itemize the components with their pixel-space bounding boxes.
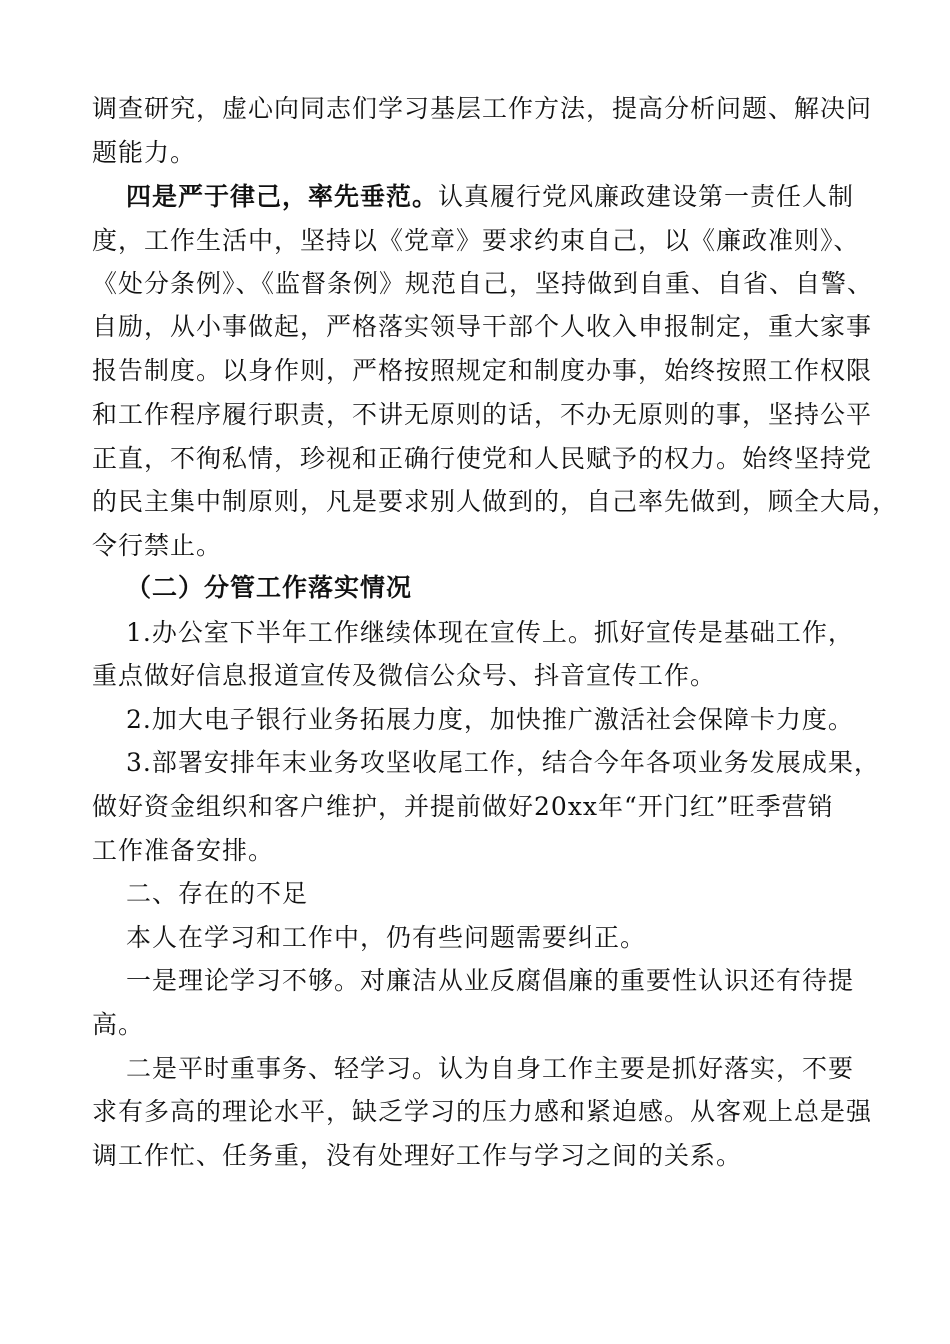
paragraph-line: 求有多高的理论水平，缺乏学习的压力感和紧迫感。从客观上总是强 — [92, 1097, 873, 1126]
paragraph-line — [126, 182, 854, 212]
paragraph-line: 2.加大电子银行业务拓展力度，加快推广激活社会保障卡力度。 — [126, 705, 854, 734]
paragraph-line: 调工作忙、任务重，没有处理好工作与学习之间的关系。 — [92, 1141, 743, 1170]
paragraph-line: 1.办公室下半年工作继续体现在宣传上。抓好宣传是基础工作， — [126, 618, 854, 647]
paragraph-line: 高。 — [92, 1010, 145, 1039]
paragraph-line: 正直，不徇私情，珍视和正确行使党和人民赋予的权力。始终坚持党 — [92, 444, 873, 473]
paragraph-line: 3.部署安排年末业务攻坚收尾工作，结合今年各项业务发展成果， — [126, 748, 880, 777]
paragraph-line: 度，工作生活中，坚持以《党章》要求约束自己，以《廉政准则》、 — [92, 226, 860, 255]
section-heading: 二、存在的不足 — [126, 879, 309, 908]
paragraph-line: 重点做好信息报道宣传及微信公众号、抖音宣传工作。 — [92, 661, 717, 690]
paragraph-line: 工作准备安排。 — [92, 836, 275, 865]
paragraph-line: 令行禁止。 — [92, 531, 223, 560]
paragraph-line: 报告制度。以身作则，严格按照规定和制度办事，始终按照工作权限 — [92, 356, 873, 385]
paragraph-line: 一是理论学习不够。对廉洁从业反腐倡廉的重要性认识还有待提 — [126, 966, 855, 995]
section-heading: （二）分管工作落实情况 — [126, 573, 413, 602]
paragraph-line: 题能力。 — [92, 138, 197, 167]
paragraph-line: 自励，从小事做起，严格落实领导干部个人收入申报制定，重大家事 — [92, 312, 873, 341]
paragraph-line: 调查研究，虚心向同志们学习基层工作方法，提高分析问题、解决问 — [92, 94, 873, 123]
paragraph-line: 本人在学习和工作中，仍有些问题需要纠正。 — [126, 923, 647, 952]
paragraph-line: 和工作程序履行职责，不讲无原则的话，不办无原则的事，坚持公平 — [92, 400, 873, 429]
paragraph-line: 二是平时重事务、轻学习。认为自身工作主要是抓好落实，不要 — [126, 1054, 855, 1083]
section-lead-text: 认真履行党风廉政建设第一责任人制 — [438, 182, 855, 211]
paragraph-line: 的民主集中制原则，凡是要求别人做到的，自己率先做到，顾全大局， — [92, 487, 899, 516]
paragraph-line: 《处分条例》、《监督条例》规范自己，坚持做到自重、自省、自警、 — [92, 269, 874, 298]
section-lead-bold: 四是严于律己，率先垂范。 — [126, 182, 439, 211]
paragraph-line: 做好资金组织和客户维护，并提前做好20xx年“开门红”旺季营销 — [92, 792, 834, 821]
